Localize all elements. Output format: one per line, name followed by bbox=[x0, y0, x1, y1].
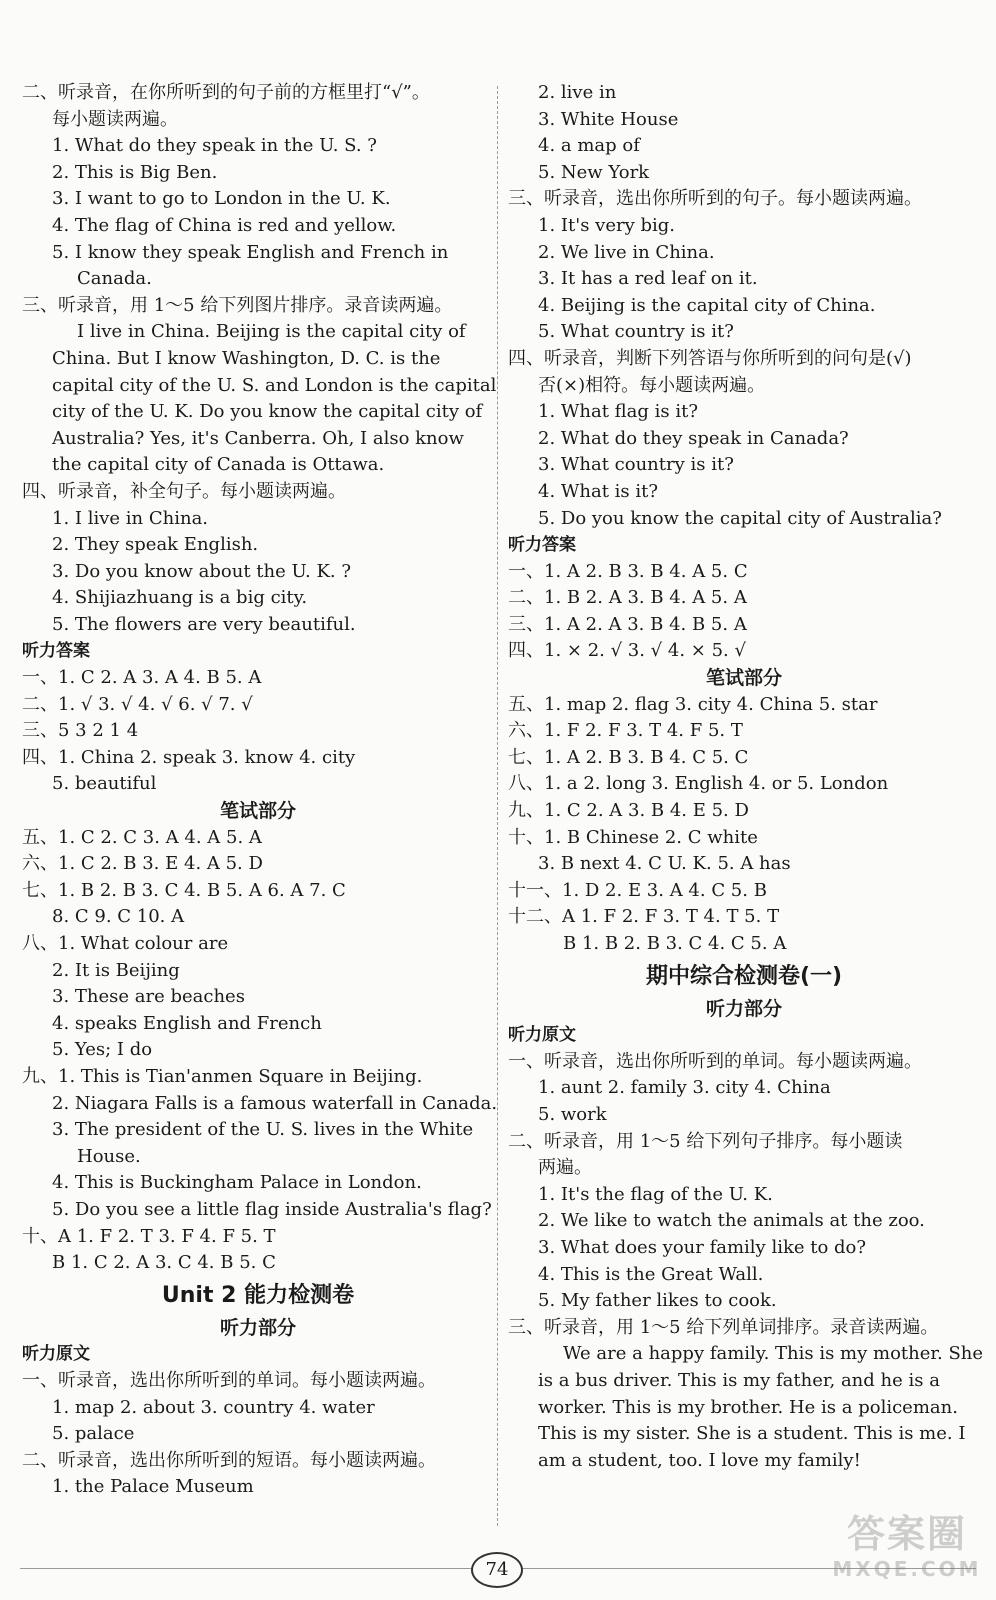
right-text-line: 笔试部分 bbox=[705, 667, 782, 690]
left-text-line: 笔试部分 bbox=[219, 800, 296, 823]
left-text-line: 5. beautiful bbox=[52, 773, 157, 795]
left-text-line: 1. map 2. about 3. country 4. water bbox=[52, 1396, 375, 1418]
right-text-line: 3. B next 4. C U. K. 5. A has bbox=[538, 853, 791, 875]
left-text-line: 2. This is Big Ben. bbox=[52, 161, 218, 183]
left-text-line: 二、1. √ 3. √ 4. √ 6. √ 7. √ bbox=[22, 693, 253, 715]
left-text-line: 3. Do you know about the U. K. ? bbox=[52, 560, 352, 582]
right-text-line: 听力答案 bbox=[508, 535, 576, 556]
left-text-line: China. But I know Washington, D. C. is the bbox=[52, 347, 441, 369]
right-text-line: 十一、1. D 2. E 3. A 4. C 5. B bbox=[508, 879, 767, 901]
left-text-line: 一、听录音，选出你所听到的单词。每小题读两遍。 bbox=[22, 1369, 436, 1391]
watermark-url: MXQE.COM bbox=[832, 1557, 982, 1581]
left-text-line: 2. They speak English. bbox=[52, 534, 259, 556]
right-text-line: 两遍。 bbox=[538, 1157, 592, 1179]
left-text-line: 1. I live in China. bbox=[52, 507, 209, 529]
left-text-line: 听力答案 bbox=[22, 641, 90, 662]
left-text-line: 3. The president of the U. S. lives in the White bbox=[52, 1119, 474, 1141]
left-text-line: 3. I want to go to London in the U. K. bbox=[52, 188, 391, 210]
right-text-line: 4. Beijing is the capital city of China. bbox=[538, 294, 876, 316]
right-text-line: 4. What is it? bbox=[538, 480, 659, 502]
left-text-line: 5. palace bbox=[52, 1423, 135, 1445]
left-text-line: 四、听录音，补全句子。每小题读两遍。 bbox=[22, 480, 346, 502]
left-text-line: 每小题读两遍。 bbox=[52, 108, 178, 130]
left-text-line: 1. What do they speak in the U. S. ? bbox=[52, 135, 377, 157]
left-text-line: 8. C 9. C 10. A bbox=[52, 906, 185, 928]
right-text-line: 二、1. B 2. A 3. B 4. A 5. A bbox=[508, 587, 747, 609]
left-text-line: House. bbox=[77, 1145, 141, 1167]
right-text-line: 听力部分 bbox=[705, 997, 782, 1020]
left-text-line: 4. Shijiazhuang is a big city. bbox=[52, 587, 308, 609]
right-text-line: 一、听录音，选出你所听到的单词。每小题读两遍。 bbox=[508, 1050, 922, 1072]
right-text-line: 1. It's the flag of the U. K. bbox=[538, 1183, 773, 1205]
right-text-line: 五、1. map 2. flag 3. city 4. China 5. star bbox=[508, 693, 878, 715]
right-text-line: This is my sister. She is a student. This is me. I bbox=[538, 1423, 966, 1445]
right-text-line: 5. work bbox=[538, 1103, 607, 1125]
right-text-line: 八、1. a 2. long 3. English 4. or 5. London bbox=[508, 773, 889, 795]
left-text-line: 5. Do you see a little flag inside Australia's flag? bbox=[52, 1198, 492, 1220]
left-text-line: 3. These are beaches bbox=[52, 986, 245, 1008]
right-text-line: 九、1. C 2. A 3. B 4. E 5. D bbox=[508, 800, 749, 822]
left-text-line: 九、1. This is Tian'anmen Square in Beijing. bbox=[22, 1065, 423, 1087]
right-text-line: is a bus driver. This is my father, and he is a bbox=[538, 1369, 940, 1391]
left-text-line: city of the U. K. Do you know the capital city of bbox=[52, 401, 483, 423]
right-text-line: 听力原文 bbox=[508, 1025, 576, 1046]
right-text-line: 否(×)相符。每小题读两遍。 bbox=[538, 374, 766, 396]
right-text-line: 3. It has a red leaf on it. bbox=[538, 268, 758, 290]
left-text-line: 十、A 1. F 2. T 3. F 4. F 5. T bbox=[22, 1225, 276, 1247]
right-column bbox=[508, 80, 984, 1474]
right-text-line: 四、1. × 2. √ 3. √ 4. × 5. √ bbox=[508, 640, 746, 662]
left-text-line: B 1. C 2. A 3. C 4. B 5. C bbox=[52, 1252, 276, 1274]
left-text-line: 4. The flag of China is red and yellow. bbox=[52, 214, 397, 236]
left-text-line: Canada. bbox=[77, 268, 152, 290]
left-text-line: 二、听录音，在你所听到的句子前的方框里打“√”。 bbox=[22, 82, 430, 103]
right-text-line: 3. What country is it? bbox=[538, 454, 734, 476]
right-text-line: 4. This is the Great Wall. bbox=[538, 1263, 764, 1285]
left-text-line: 1. the Palace Museum bbox=[52, 1476, 254, 1498]
left-text-line: 4. This is Buckingham Palace in London. bbox=[52, 1172, 422, 1194]
right-text-line: worker. This is my brother. He is a policeman. bbox=[538, 1396, 958, 1418]
right-text-line: 5. What country is it? bbox=[538, 321, 734, 343]
right-text-line: 二、听录音，用 1～5 给下列句子排序。每小题读 bbox=[508, 1130, 903, 1152]
right-text-line: 十二、A 1. F 2. F 3. T 4. T 5. T bbox=[508, 906, 780, 928]
left-text-line: 二、听录音，选出你所听到的短语。每小题读两遍。 bbox=[22, 1449, 436, 1471]
right-text-line: 1. What flag is it? bbox=[538, 401, 699, 423]
left-text-line: capital city of the U. S. and London is the capital bbox=[52, 374, 497, 396]
left-column bbox=[22, 80, 498, 1501]
right-text-line: 四、听录音，判断下列答语与你所听到的问句是(√) bbox=[508, 347, 912, 369]
right-text-line: 三、1. A 2. A 3. B 4. B 5. A bbox=[508, 613, 747, 635]
right-text-line: 一、1. A 2. B 3. B 4. A 5. C bbox=[508, 560, 748, 582]
right-text-line: 1. aunt 2. family 3. city 4. China bbox=[538, 1077, 831, 1099]
right-text-line: 期中综合检测卷(一) bbox=[645, 963, 843, 989]
column-divider bbox=[497, 86, 498, 1526]
left-text-line: 5. I know they speak English and French in bbox=[52, 241, 449, 263]
right-text-line: 2. What do they speak in Canada? bbox=[538, 427, 849, 449]
left-text-line: 听力部分 bbox=[219, 1316, 296, 1339]
left-text-line: 听力原文 bbox=[22, 1344, 90, 1365]
left-text-line: 三、5 3 2 1 4 bbox=[22, 720, 139, 742]
left-text-line: Unit 2 能力检测卷 bbox=[161, 1282, 355, 1308]
left-text-line: 六、1. C 2. B 3. E 4. A 5. D bbox=[22, 853, 263, 875]
right-text-line: 2. We live in China. bbox=[538, 241, 715, 263]
right-text-line: 2. live in bbox=[538, 82, 617, 103]
left-text-line: 5. The flowers are very beautiful. bbox=[52, 613, 356, 635]
right-text-line: 5. Do you know the capital city of Australia? bbox=[538, 507, 942, 529]
left-text-line: Australia? Yes, it's Canberra. Oh, I also know bbox=[52, 427, 464, 449]
left-text-line: 七、1. B 2. B 3. C 4. B 5. A 6. A 7. C bbox=[22, 879, 346, 901]
left-text-line: 八、1. What colour are bbox=[22, 933, 229, 954]
watermark-logo bbox=[832, 1510, 982, 1590]
left-text-line: 五、1. C 2. C 3. A 4. A 5. A bbox=[22, 826, 262, 848]
right-text-line: am a student, too. I love my family! bbox=[538, 1449, 861, 1471]
right-text-line: 1. It's very big. bbox=[538, 214, 675, 236]
left-text-line: 四、1. China 2. speak 3. know 4. city bbox=[22, 746, 356, 768]
left-text-line: 2. It is Beijing bbox=[52, 959, 180, 981]
right-text-line: 3. White House bbox=[538, 108, 679, 130]
right-text-line: 2. We like to watch the animals at the zoo. bbox=[538, 1210, 925, 1232]
left-text-line: 2. Niagara Falls is a famous waterfall in Canada. bbox=[52, 1092, 498, 1114]
left-text-line: 5. Yes; I do bbox=[52, 1039, 153, 1061]
left-text-line: the capital city of Canada is Ottawa. bbox=[52, 454, 385, 476]
right-text-line: 六、1. F 2. F 3. T 4. F 5. T bbox=[508, 720, 743, 742]
right-text-line: 三、听录音，选出你所听到的句子。每小题读两遍。 bbox=[508, 188, 922, 210]
left-text-line: 三、听录音，用 1～5 给下列图片排序。录音读两遍。 bbox=[22, 294, 453, 316]
right-text-line: 七、1. A 2. B 3. B 4. C 5. C bbox=[508, 746, 749, 768]
left-text-line: 一、1. C 2. A 3. A 4. B 5. A bbox=[22, 667, 262, 689]
right-text-line: We are a happy family. This is my mother. She bbox=[563, 1343, 984, 1365]
left-text-line: I live in China. Beijing is the capital city of bbox=[77, 321, 466, 343]
right-text-line: 十、1. B Chinese 2. C white bbox=[508, 826, 758, 848]
right-text-line: 3. What does your family like to do? bbox=[538, 1236, 867, 1258]
right-text-line: 5. My father likes to cook. bbox=[538, 1290, 777, 1312]
page-number: 74 bbox=[471, 1552, 523, 1588]
right-text-line: B 1. B 2. B 3. C 4. C 5. A bbox=[563, 933, 787, 954]
right-text-line: 4. a map of bbox=[538, 135, 640, 157]
right-text-line: 三、听录音，用 1～5 给下列单词排序。录音读两遍。 bbox=[508, 1316, 939, 1338]
right-text-line: 5. New York bbox=[538, 161, 650, 183]
watermark-text: 答案圈 bbox=[846, 1512, 967, 1556]
left-text-line: 4. speaks English and French bbox=[52, 1012, 322, 1034]
